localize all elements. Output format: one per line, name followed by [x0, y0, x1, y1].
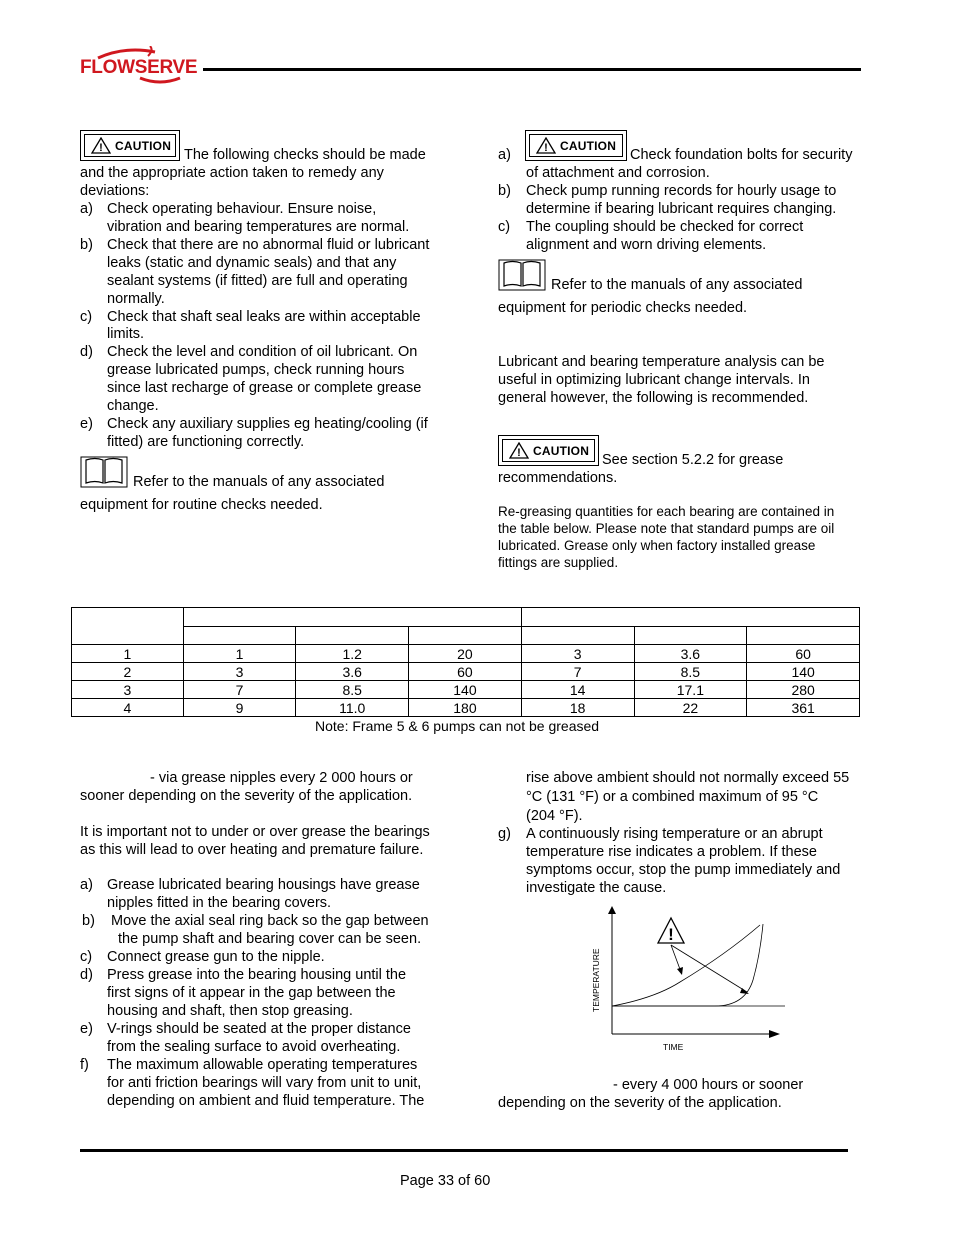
list-letter: d)	[80, 967, 93, 983]
list-letter: a)	[80, 201, 93, 217]
table-header-cell	[183, 626, 296, 645]
list-item-text: Check foundation bolts for security	[630, 147, 853, 163]
paragraph-line: rise above ambient should not normally exceed 55	[526, 770, 850, 786]
pointer-line	[671, 945, 681, 972]
table-header-cell	[183, 608, 521, 627]
list-item-text: Grease lubricated bearing housings have grease	[107, 877, 420, 893]
list-item-text: limits.	[107, 326, 145, 342]
table-cell: 180	[409, 699, 522, 717]
warning-triangle-icon	[536, 137, 556, 154]
table-cell: 1.2	[296, 645, 409, 663]
list-item-text: the pump shaft and bearing cover can be seen.	[118, 931, 422, 947]
intro-text: and the appropriate action taken to remedy any	[80, 165, 384, 181]
list-item-text: investigate the cause.	[526, 880, 667, 896]
list-item-text: The maximum allowable operating temperatures	[107, 1057, 418, 1073]
paragraph-line: Re-greasing quantities for each bearing are contained in	[498, 504, 835, 519]
warning-triangle-icon	[658, 918, 684, 944]
table-cell: 4	[72, 699, 184, 717]
list-item-text: fitted) are functioning correctly.	[107, 434, 305, 450]
caution-badge	[525, 130, 627, 166]
warning-triangle-icon	[509, 442, 529, 459]
list-item-text: depending on ambient and fluid temperature. The	[107, 1093, 425, 1109]
list-item-text: of attachment and corrosion.	[526, 165, 710, 181]
table-cell: 8.5	[296, 681, 409, 699]
list-item-text: first signs of it appear in the gap between the	[107, 985, 396, 1001]
see-section-text: recommendations.	[498, 470, 618, 486]
manual-text: equipment for routine checks needed.	[80, 497, 323, 513]
paragraph-line: (204 °F).	[526, 808, 583, 824]
table-cell: 3	[521, 645, 634, 663]
table-cell: 1	[183, 645, 296, 663]
paragraph-line: fittings are supplied.	[498, 555, 619, 570]
graph-y-label: TEMPERATURE	[591, 948, 601, 1012]
list-letter: b)	[80, 237, 93, 253]
svg-text:!: !	[99, 142, 103, 154]
manual-text: Refer to the manuals of any associated	[551, 277, 803, 293]
table-cell: 18	[521, 699, 634, 717]
svg-text:!: !	[517, 447, 521, 459]
list-letter: c)	[80, 949, 93, 965]
paragraph-line: the table below. Please note that standard pumps are oil	[498, 521, 835, 536]
table-header-cell	[72, 608, 184, 645]
list-item-text: change.	[107, 398, 159, 414]
paragraph-line: general however, the following is recommended.	[498, 390, 809, 406]
list-item-text: Connect grease gun to the nipple.	[107, 949, 325, 965]
table-header-cell	[521, 608, 859, 627]
table-cell: 14	[521, 681, 634, 699]
paragraph-line: as this will lead to over heating and premature failure.	[80, 842, 424, 858]
table-row	[72, 663, 860, 681]
change-interval-text: depending on the severity of the application.	[498, 1095, 782, 1111]
list-item-text: Move the axial seal ring back so the gap between	[111, 913, 429, 929]
caution-label: CAUTION	[533, 443, 590, 458]
caution-badge	[80, 130, 180, 166]
graph-x-label: TIME	[663, 1042, 684, 1052]
list-item-text: grease lubricated pumps, check running hours	[107, 362, 405, 378]
table-cell: 8.5	[634, 663, 747, 681]
list-letter: c)	[498, 219, 511, 235]
list-item-text: Check the level and condition of oil lubricant. On	[107, 344, 418, 360]
svg-text:!: !	[544, 142, 548, 154]
paragraph-line: Lubricant and bearing temperature analysis can be	[498, 354, 825, 370]
manual-text: equipment for periodic checks needed.	[498, 300, 748, 316]
manual-book-icon	[498, 259, 546, 291]
list-letter: a)	[498, 147, 511, 163]
table-cell: 2	[72, 663, 184, 681]
temperature-time-graph	[585, 900, 790, 1060]
list-item-text: leaks (static and dynamic seals) and that any	[107, 255, 397, 271]
table-cell: 3	[72, 681, 184, 699]
paragraph-line: useful in optimizing lubricant change intervals. In	[498, 372, 810, 388]
list-item-text: nipples fitted in the bearing covers.	[107, 895, 332, 911]
list-letter: e)	[80, 1021, 93, 1037]
list-item-text: Check that there are no abnormal fluid or lubricant	[107, 237, 430, 253]
list-item-text: alignment and worn driving elements.	[526, 237, 767, 253]
flowserve-logo	[80, 46, 200, 88]
table-cell: 60	[747, 645, 860, 663]
list-item-text: A continuously rising temperature or an abrupt	[526, 826, 823, 842]
table-cell: 22	[634, 699, 747, 717]
list-item-text: Check pump running records for hourly usage to	[526, 183, 837, 199]
table-row	[72, 681, 860, 699]
pointer-arrow-icon	[677, 967, 683, 975]
table-cell: 361	[747, 699, 860, 717]
list-item-text: Check any auxiliary supplies eg heating/cooling (if	[107, 416, 428, 432]
table-cell: 280	[747, 681, 860, 699]
list-item-text: since last recharge of grease or complete grease	[107, 380, 422, 396]
table-row	[72, 699, 860, 717]
list-letter: c)	[80, 309, 93, 325]
intro-text: The following checks should be made	[184, 147, 426, 163]
table-cell: 11.0	[296, 699, 409, 717]
x-axis-arrow-icon	[769, 1030, 780, 1038]
paragraph-line: lubricated. Grease only when factory installed grease	[498, 538, 816, 553]
table-header-cell	[521, 626, 634, 645]
list-letter: g)	[498, 826, 511, 842]
rising-temperature-curve	[612, 925, 760, 1006]
list-item-text: symptoms occur, stop the pump immediately and	[526, 862, 841, 878]
manual-text: Refer to the manuals of any associated	[133, 474, 385, 490]
list-item-text: normally.	[107, 291, 165, 307]
list-item-text: V-rings should be seated at the proper distance	[107, 1021, 411, 1037]
list-item-text: Check operating behaviour. Ensure noise,	[107, 201, 377, 217]
caution-badge	[498, 435, 599, 471]
list-item-text: temperature rise indicates a problem. If these	[526, 844, 817, 860]
list-item-text: determine if bearing lubricant requires changing.	[526, 201, 837, 217]
list-item-text: from the sealing surface to avoid overheating.	[107, 1039, 401, 1055]
table-cell: 140	[409, 681, 522, 699]
table-note: Note: Frame 5 & 6 pumps can not be greased	[315, 718, 600, 734]
list-letter: b)	[82, 913, 95, 929]
table-subheader-row	[72, 626, 860, 645]
header-rule	[203, 68, 861, 71]
list-item-text: for anti friction bearings will vary from unit to unit,	[107, 1075, 422, 1091]
list-item-text: sealant systems (if fitted) are full and operating	[107, 273, 408, 289]
list-item-text: housing and shaft, then stop greasing.	[107, 1003, 353, 1019]
list-letter: f)	[80, 1057, 89, 1073]
list-letter: e)	[80, 416, 93, 432]
see-section-text: See section 5.2.2 for grease	[602, 452, 784, 468]
manual-book-icon	[80, 456, 128, 488]
list-letter: b)	[498, 183, 511, 199]
list-item-text: Press grease into the bearing housing until the	[107, 967, 407, 983]
table-cell: 140	[747, 663, 860, 681]
table-cell: 1	[72, 645, 184, 663]
table-cell: 20	[409, 645, 522, 663]
change-interval-text: - every 4 000 hours or sooner	[613, 1077, 804, 1093]
table-cell: 17.1	[634, 681, 747, 699]
footer-rule	[80, 1149, 848, 1152]
svg-text:!: !	[668, 925, 674, 944]
page-number: Page 33 of 60	[400, 1173, 491, 1189]
list-letter: d)	[80, 344, 93, 360]
logo-text: FLOWSERVE	[80, 57, 198, 78]
table-cell: 3.6	[296, 663, 409, 681]
list-letter: a)	[80, 877, 93, 893]
table-cell: 60	[409, 663, 522, 681]
table-cell: 3.6	[634, 645, 747, 663]
list-item-text: The coupling should be checked for correct	[526, 219, 804, 235]
table-cell: 7	[521, 663, 634, 681]
table-cell: 7	[183, 681, 296, 699]
paragraph-line: It is important not to under or over grease the bearings	[80, 824, 430, 840]
intro-text: deviations:	[80, 183, 150, 199]
table-header-cell	[409, 626, 522, 645]
table-header-cell	[634, 626, 747, 645]
warning-triangle-icon	[91, 137, 111, 154]
regrease-text: - via grease nipples every 2 000 hours or	[150, 770, 413, 786]
table-header-cell	[747, 626, 860, 645]
y-axis-arrow-icon	[608, 906, 616, 914]
abrupt-temperature-curve	[612, 924, 763, 1006]
table-header-row	[72, 608, 860, 627]
table-cell: 9	[183, 699, 296, 717]
caution-label: CAUTION	[560, 138, 617, 153]
regrease-text: sooner depending on the severity of the application.	[80, 788, 413, 804]
caution-label: CAUTION	[115, 138, 172, 153]
table-header-cell	[296, 626, 409, 645]
table-row	[72, 645, 860, 663]
table-cell: 3	[183, 663, 296, 681]
regrease-quantity-table	[71, 607, 860, 717]
list-item-text: Check that shaft seal leaks are within acceptable	[107, 309, 421, 325]
paragraph-line: °C (131 °F) or a combined maximum of 95 °C	[526, 789, 819, 805]
list-item-text: vibration and bearing temperatures are normal.	[107, 219, 410, 235]
